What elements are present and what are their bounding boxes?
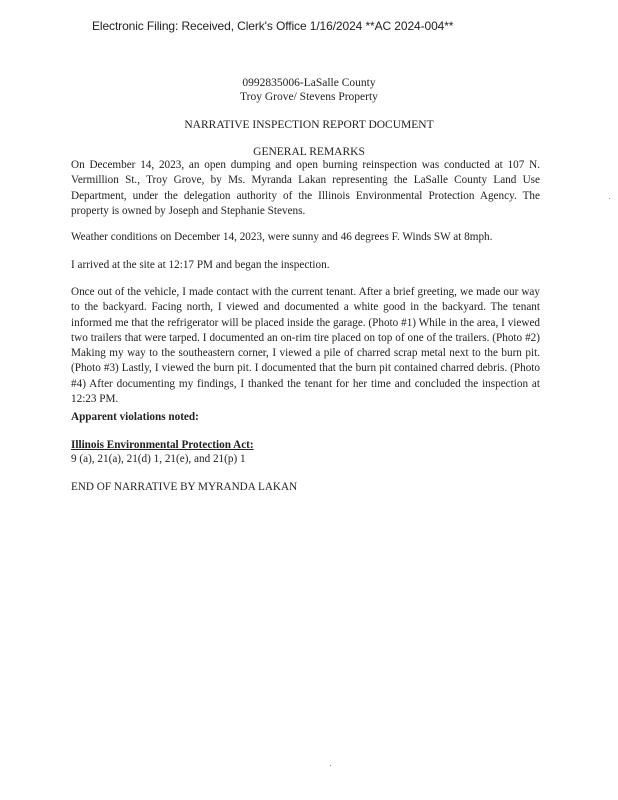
scan-speck [609,198,610,199]
closing-line: END OF NARRATIVE BY MYRANDA LAKAN [71,481,298,493]
property-name: Troy Grove/ Stevens Property [240,91,378,103]
paragraph-weather: Weather conditions on December 14, 2023, were sunny and 46 degrees F. Winds SW at 8mph. [71,231,493,243]
violations-heading: Apparent violations noted: [71,411,199,423]
document-title: NARRATIVE INSPECTION REPORT DOCUMENT [184,119,434,131]
site-id: 0992835006-LaSalle County [242,77,376,89]
filing-stamp: Electronic Filing: Received, Clerk's Office 1/16/2024 **AC 2024-004** [92,19,454,33]
paragraph-arrival: I arrived at the site at 12:17 PM and began the inspection. [71,259,330,271]
paragraph-inspection: Once out of the vehicle, I made contact with the current tenant. After a brief greeting, we made our way to the backyard. Facing north, I viewed and documented a white good in the backyard. The tenant informed me that the refrigerator will be placed inside the garage. (Photo #1) While in the area, I viewed two trailers that were tarped. I documented an on-rim tire placed on top of one of the trailers. (Photo #2) Making my way to the southeastern corner, I viewed a pile of charred scrap metal next to the burn pit. (Photo #3) Lastly, I viewed the burn pit. I documented that the burn pit contained charred debris. (Photo #4) After documenting my findings, I thanked the tenant for her time and concluded the inspection at 12:23 PM. [71,286,540,406]
paragraph-intro: On December 14, 2023, an open dumping and open burning reinspection was conducted at 107 N. Vermillion St., Troy Grove, by Ms. Myranda Lakan representing the LaSalle County Land Use Department, under the delegation authority of the Illinois Environmental Protection Agency. The property is owned by Joseph and Stephanie Stevens. [71,159,540,217]
act-heading: Illinois Environmental Protection Act: [71,439,254,451]
act-sections: 9 (a), 21(a), 21(d) 1, 21(e), and 21(p) 1 [71,453,246,465]
scan-speck [330,765,331,766]
section-heading: GENERAL REMARKS [253,146,365,158]
